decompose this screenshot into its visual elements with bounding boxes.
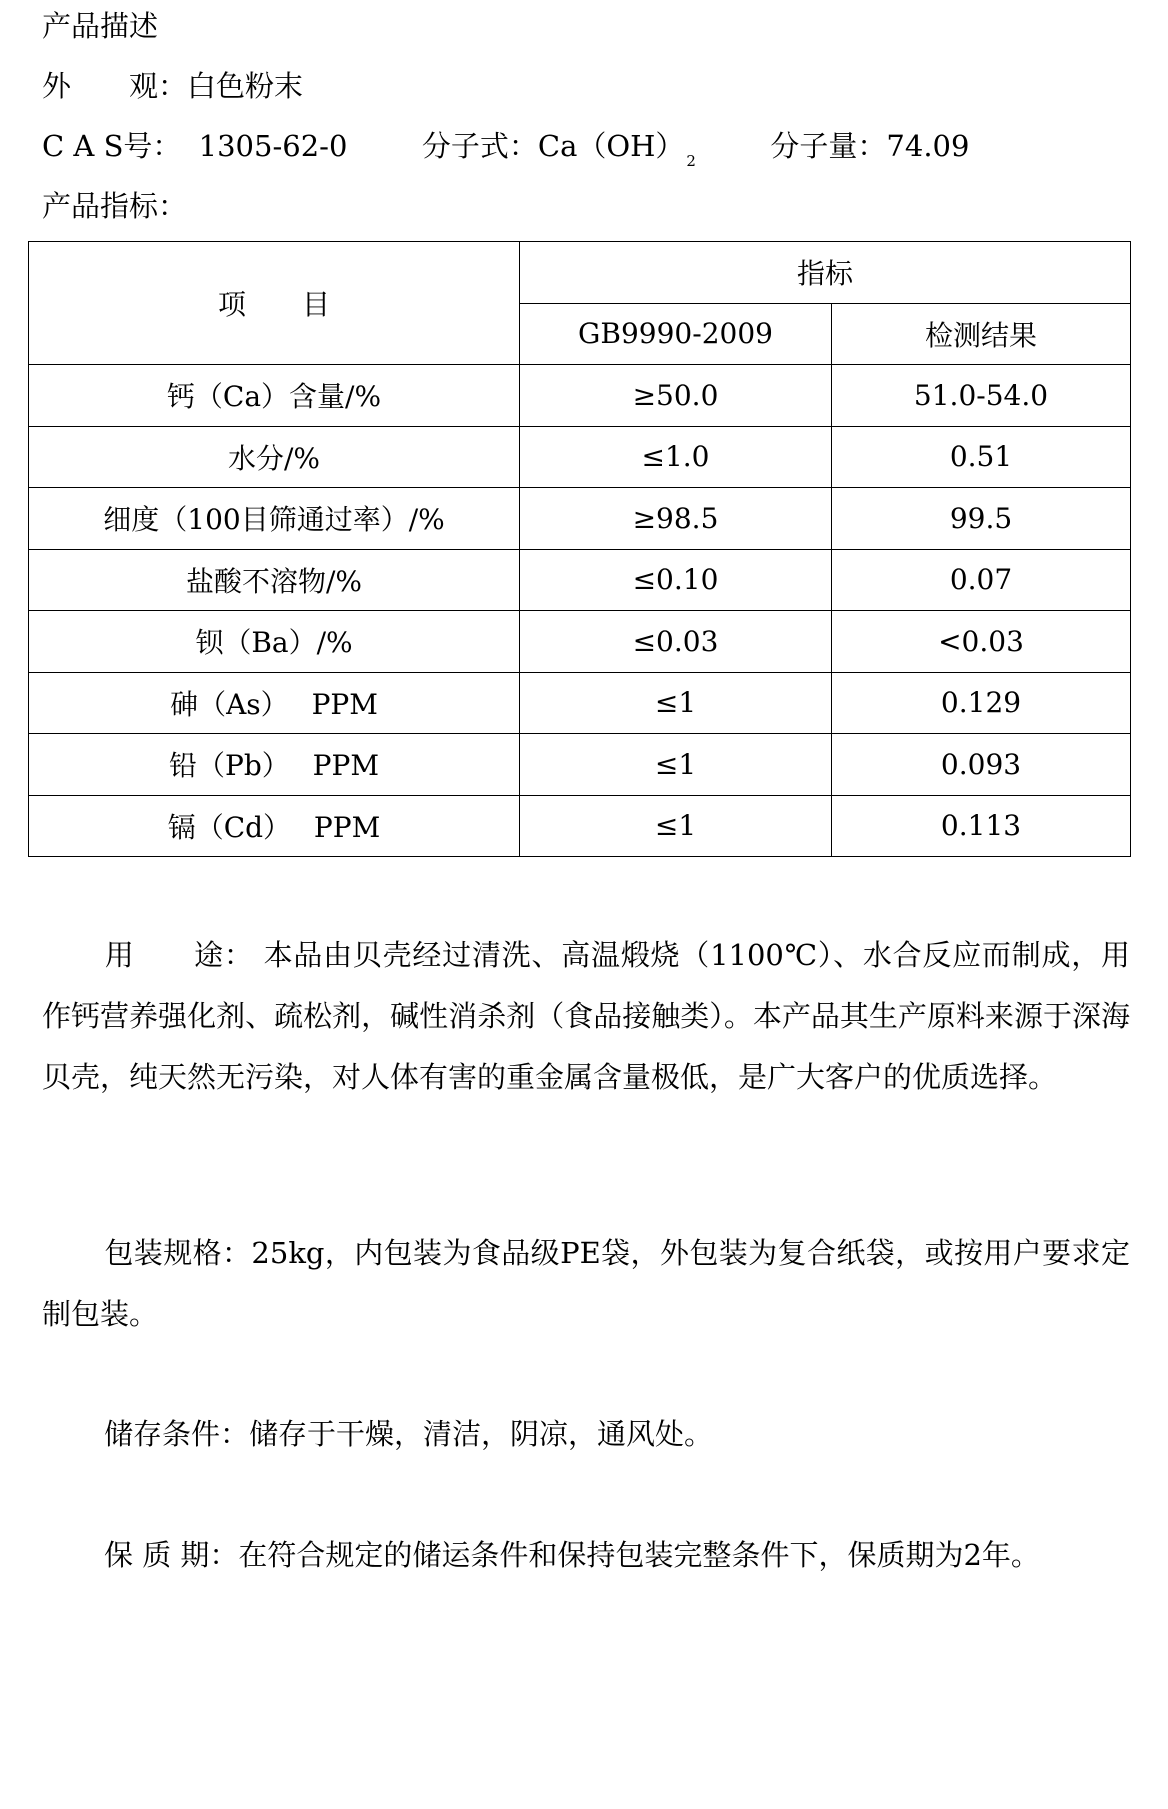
- table-header-row: [29, 242, 1131, 304]
- appearance-label: 外 观：: [42, 69, 188, 103]
- table-row: [29, 611, 1131, 673]
- formula-value: Ca（OH）: [537, 129, 685, 163]
- shelf-life-text: 保 质 期：在符合规定的储运条件和保持包装完整条件下，保质期为2年。: [104, 1538, 1040, 1572]
- row-result: 0.07: [832, 549, 1131, 611]
- appearance-line: [42, 69, 303, 103]
- spec-title: 产品指标：: [42, 189, 188, 223]
- row-result: 0.129: [832, 672, 1131, 734]
- storage-paragraph: [42, 1404, 1130, 1465]
- table-row: [29, 549, 1131, 611]
- formula-label: 分子式：: [421, 129, 538, 163]
- usage-paragraph: [42, 925, 1130, 1108]
- row-item: 钙（Ca）含量/%: [29, 365, 520, 427]
- row-standard: ≤0.03: [520, 611, 832, 673]
- item-header: 项 目: [29, 242, 520, 365]
- row-item: 细度（100目筛通过率）/%: [29, 488, 520, 550]
- row-result: 0.093: [832, 734, 1131, 796]
- row-standard: ≤0.10: [520, 549, 832, 611]
- row-result: 0.113: [832, 795, 1131, 857]
- result-header: 检测结果: [832, 303, 1131, 365]
- row-item: 钡（Ba）/%: [29, 611, 520, 673]
- table-row: [29, 672, 1131, 734]
- cas-value: 1305-62-0: [198, 129, 348, 163]
- row-item: 镉（Cd） PPM: [29, 795, 520, 857]
- packaging-text: 包装规格：25kg，内包装为食品级PE袋，外包装为复合纸袋，或按用户要求定制包装。: [42, 1236, 1130, 1331]
- usage-text: 用 途： 本品由贝壳经过清洗、高温煅烧（1100℃）、水合反应而制成，用作钙营养强化剂、疏松剂，碱性消杀剂（食品接触类）。本产品其生产原料来源于深海贝壳，纯天然无污染，对人体有害的重金属含量极低，是广大客户的优质选择。: [42, 938, 1130, 1094]
- index-header: 指标: [520, 242, 1131, 304]
- row-item: 铅（Pb） PPM: [29, 734, 520, 796]
- appearance-value: 白色粉末: [187, 69, 304, 103]
- table-row: [29, 488, 1131, 550]
- standard-header: GB9990-2009: [520, 303, 832, 365]
- table-row: [29, 365, 1131, 427]
- row-result: <0.03: [832, 611, 1131, 673]
- table-row: [29, 795, 1131, 857]
- row-item: 盐酸不溶物/%: [29, 549, 520, 611]
- row-standard: ≥98.5: [520, 488, 832, 550]
- section-title: 产品描述: [42, 9, 159, 43]
- shelf-life-paragraph: [42, 1525, 1130, 1586]
- row-item: 水分/%: [29, 426, 520, 488]
- row-standard: ≤1: [520, 734, 832, 796]
- cas-line: [42, 129, 969, 168]
- row-result: 99.5: [832, 488, 1131, 550]
- row-standard: ≤1.0: [520, 426, 832, 488]
- storage-text: 储存条件：储存于干燥，清洁，阴凉，通风处。: [104, 1417, 714, 1451]
- row-result: 51.0-54.0: [832, 365, 1131, 427]
- row-result: 0.51: [832, 426, 1131, 488]
- row-standard: ≥50.0: [520, 365, 832, 427]
- formula-subscript: 2: [686, 152, 696, 170]
- table-row: [29, 426, 1131, 488]
- cas-label: C A S号：: [42, 129, 182, 163]
- molecular-weight-label: 分子量：: [770, 129, 887, 163]
- molecular-weight-value: 74.09: [886, 129, 970, 163]
- row-item: 砷（As） PPM: [29, 672, 520, 734]
- row-standard: ≤1: [520, 672, 832, 734]
- table-row: [29, 734, 1131, 796]
- packaging-paragraph: [42, 1223, 1130, 1345]
- spec-table: [28, 241, 1131, 857]
- row-standard: ≤1: [520, 795, 832, 857]
